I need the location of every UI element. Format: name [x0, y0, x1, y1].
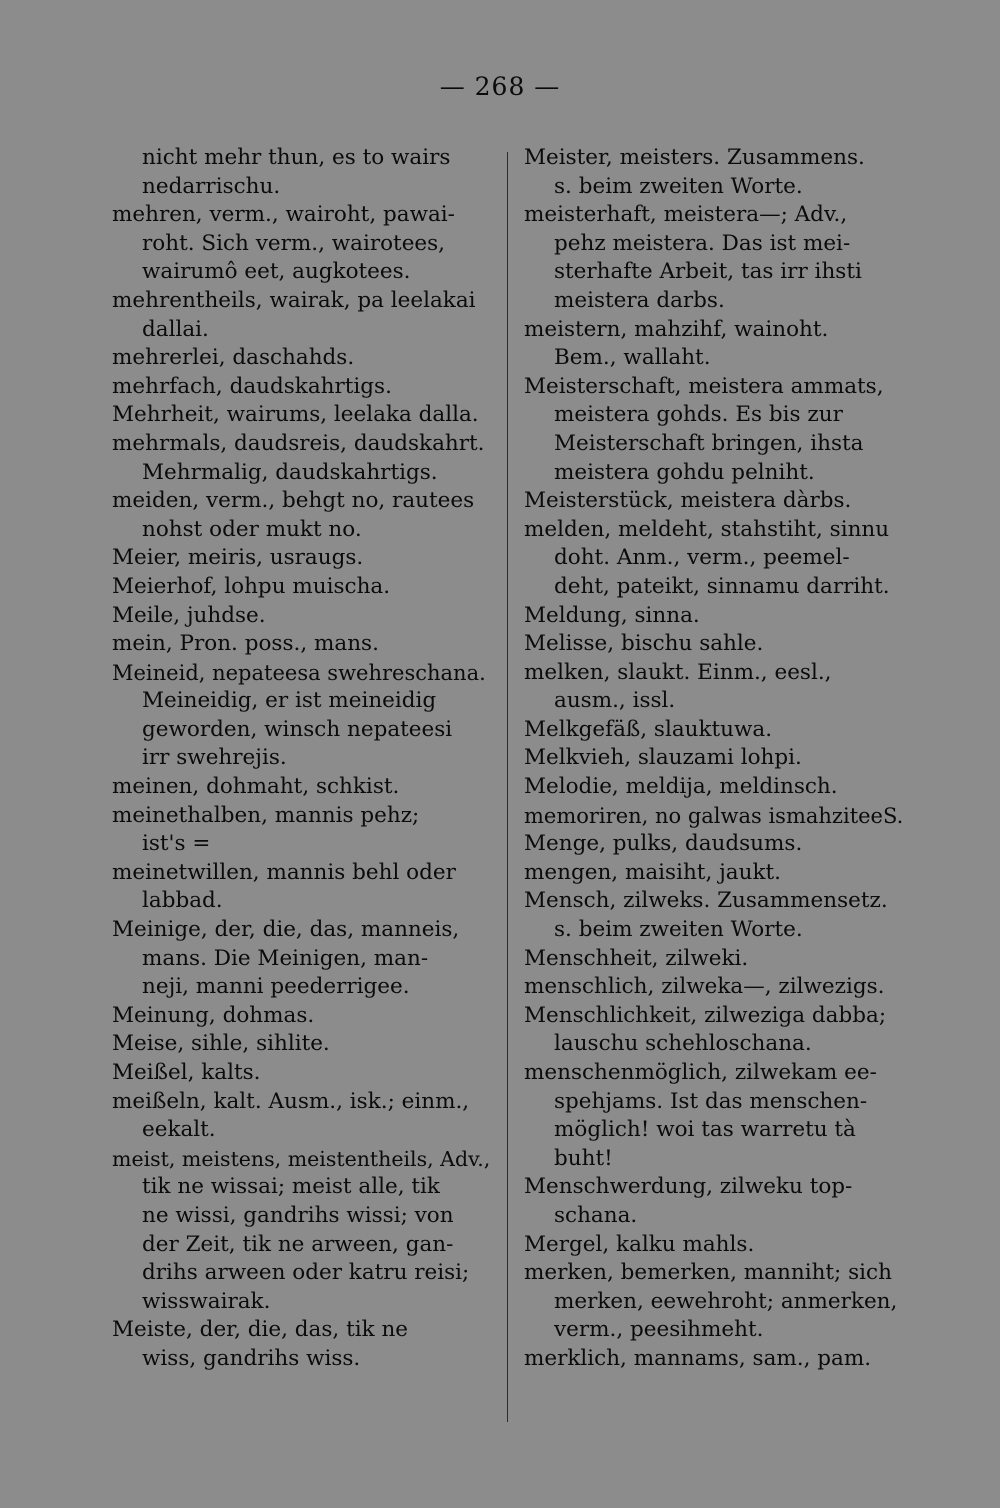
- entry-line: Meinige, der, die, das, manneis,: [112, 917, 460, 943]
- entry-line: Meile, juhdse.: [112, 602, 266, 628]
- entry-line: mehrentheils, wairak, pa leelakai: [112, 287, 476, 313]
- entry-line: Mehrheit, wairums, leelaka dalla.: [112, 402, 479, 428]
- entry-line: meinen, dohmaht, schkist.: [112, 774, 400, 800]
- entry-line: mehrmals, daudsreis, daudskahrt.: [112, 430, 485, 456]
- entry-line: Mensch, zilweks. Zusammensetz.: [524, 888, 888, 914]
- entry-line: irr swehrejis.: [142, 745, 287, 771]
- entry-line: Meierhof, lohpu muischa.: [112, 573, 391, 599]
- entry-line: pehz meistera. Das ist mei-: [554, 230, 851, 256]
- entry-line: roht. Sich verm., wairotees,: [142, 230, 446, 256]
- entry-line: Meister, meisters. Zusammens.: [524, 145, 865, 170]
- entry-line: labbad.: [142, 888, 223, 914]
- entry-line: ausm., issl.: [554, 688, 676, 714]
- entry-line: nicht mehr thun, es to wairs: [142, 145, 451, 170]
- entry-line: mengen, maisiht, jaukt.: [524, 859, 781, 885]
- entry-line: meinetwillen, mannis behl oder: [112, 859, 456, 885]
- entry-line: Meißel, kalts.: [112, 1060, 261, 1085]
- entry-line: Meldung, sinna.: [524, 602, 700, 628]
- entry-line: mehrfach, daudskahrtigs.: [112, 373, 392, 399]
- entry-line: geworden, winsch nepateesi: [142, 716, 453, 742]
- entry-line: memoriren, no galwas ismahziteeS.: [524, 803, 904, 828]
- entry-line: s. beim zweiten Worte.: [554, 173, 803, 199]
- entry-line: meistera gohdu pelniht.: [554, 459, 815, 485]
- entry-line: möglich! woi tas warretu tà: [554, 1117, 856, 1143]
- column-divider: [507, 152, 508, 1422]
- entry-line: der Zeit, tik ne arween, gan-: [142, 1231, 454, 1257]
- entry-line: spehjams. Ist das menschen-: [554, 1088, 868, 1114]
- entry-line: mehrerlei, daschahds.: [112, 345, 355, 371]
- entry-line: Menschheit, zilweki.: [524, 945, 749, 971]
- left-column: [112, 144, 490, 1374]
- entry-line: ne wissi, gandrihs wissi; von: [142, 1202, 454, 1228]
- entry-line: Meinung, dohmas.: [112, 1002, 315, 1028]
- entry-line: schana.: [554, 1202, 638, 1228]
- entry-line: meistern, mahzihf, wainoht.: [524, 316, 829, 342]
- page-number: — 268 —: [439, 72, 561, 101]
- right-column: [524, 144, 908, 1374]
- entry-line: ist's =: [142, 831, 211, 857]
- entry-line: Meise, sihle, sihlite.: [112, 1031, 330, 1057]
- entry-line: wairumô eet, augkotees.: [142, 259, 411, 285]
- entry-line: meisterhaft, meistera—; Adv.,: [524, 202, 848, 228]
- entry-line: meistera gohds. Es bis zur: [554, 402, 843, 428]
- entry-line: Meisterstück, meistera dàrbs.: [524, 488, 852, 514]
- entry-line: dallai.: [142, 316, 209, 342]
- entry-line: meistera darbs.: [554, 287, 725, 313]
- entry-line: mehren, verm., wairoht, pawai-: [112, 202, 455, 228]
- entry-line: meist, meistens, meistentheils, Adv.,: [112, 1146, 490, 1171]
- entry-line: Melkgefäß, slauktuwa.: [524, 716, 773, 742]
- entry-line: Meiste, der, die, das, tik ne: [112, 1317, 409, 1343]
- entry-line: Meineid, nepateesa swehreschana.: [112, 660, 486, 685]
- entry-line: melden, meldeht, stahstiht, sinnu: [524, 516, 890, 542]
- entry-line: Melkvieh, slauzami lohpi.: [524, 745, 802, 771]
- entry-line: Meier, meiris, usraugs.: [112, 545, 364, 571]
- entry-line: meinethalben, mannis pehz;: [112, 802, 420, 828]
- entry-line: Mehrmalig, daudskahrtigs.: [142, 459, 438, 485]
- entry-line: Menge, pulks, daudsums.: [524, 831, 803, 857]
- entry-line: melken, slaukt. Einm., eesl.,: [524, 659, 832, 685]
- entry-line: Meineidig, er ist meineidig: [142, 688, 437, 714]
- entry-line: Meisterschaft bringen, ihsta: [554, 430, 864, 456]
- entry-line: Melodie, meldija, meldinsch.: [524, 774, 838, 800]
- entry-line: neji, manni peederrigee.: [142, 974, 410, 1000]
- entry-line: Menschwerdung, zilweku top-: [524, 1174, 853, 1200]
- entry-line: Melisse, bischu sahle.: [524, 631, 764, 657]
- entry-line: merklich, mannams, sam., pam.: [524, 1345, 872, 1371]
- entry-line: menschlich, zilweka—, zilwezigs.: [524, 974, 885, 1000]
- entry-line: lauschu schehloschana.: [554, 1031, 812, 1057]
- entry-line: menschenmöglich, zilwekam ee-: [524, 1060, 877, 1085]
- entry-line: nedarrischu.: [142, 173, 281, 199]
- entry-line: eekalt.: [142, 1117, 216, 1143]
- entry-line: s. beim zweiten Worte.: [554, 917, 803, 943]
- entry-line: sterhafte Arbeit, tas irr ihsti: [554, 259, 862, 285]
- entry-line: nohst oder mukt no.: [142, 516, 362, 542]
- entry-line: meiden, verm., behgt no, rautees: [112, 488, 475, 514]
- entry-line: mans. Die Meinigen, man-: [142, 945, 429, 971]
- entry-line: Bem., wallaht.: [554, 345, 711, 371]
- entry-line: doht. Anm., verm., peemel-: [554, 545, 850, 571]
- entry-line: buht!: [554, 1145, 613, 1171]
- entry-line: deht, pateikt, sinnamu darriht.: [554, 573, 890, 599]
- entry-line: drihs arween oder katru reisi;: [142, 1260, 470, 1286]
- entry-line: Mergel, kalku mahls.: [524, 1231, 755, 1257]
- entry-line: tik ne wissai; meist alle, tik: [142, 1174, 440, 1200]
- entry-line: wisswairak.: [142, 1288, 271, 1314]
- entry-line: Meisterschaft, meistera ammats,: [524, 373, 884, 399]
- entry-line: merken, bemerken, manniht; sich: [524, 1260, 892, 1286]
- entry-line: Menschlichkeit, zilweziga dabba;: [524, 1002, 887, 1028]
- entry-line: wiss, gandrihs wiss.: [142, 1345, 361, 1371]
- entry-line: verm., peesihmeht.: [554, 1317, 764, 1343]
- entry-line: meißeln, kalt. Ausm., isk.; einm.,: [112, 1088, 470, 1114]
- entry-line: mein, Pron. poss., mans.: [112, 631, 379, 657]
- entry-line: merken, eewehroht; anmerken,: [554, 1288, 898, 1314]
